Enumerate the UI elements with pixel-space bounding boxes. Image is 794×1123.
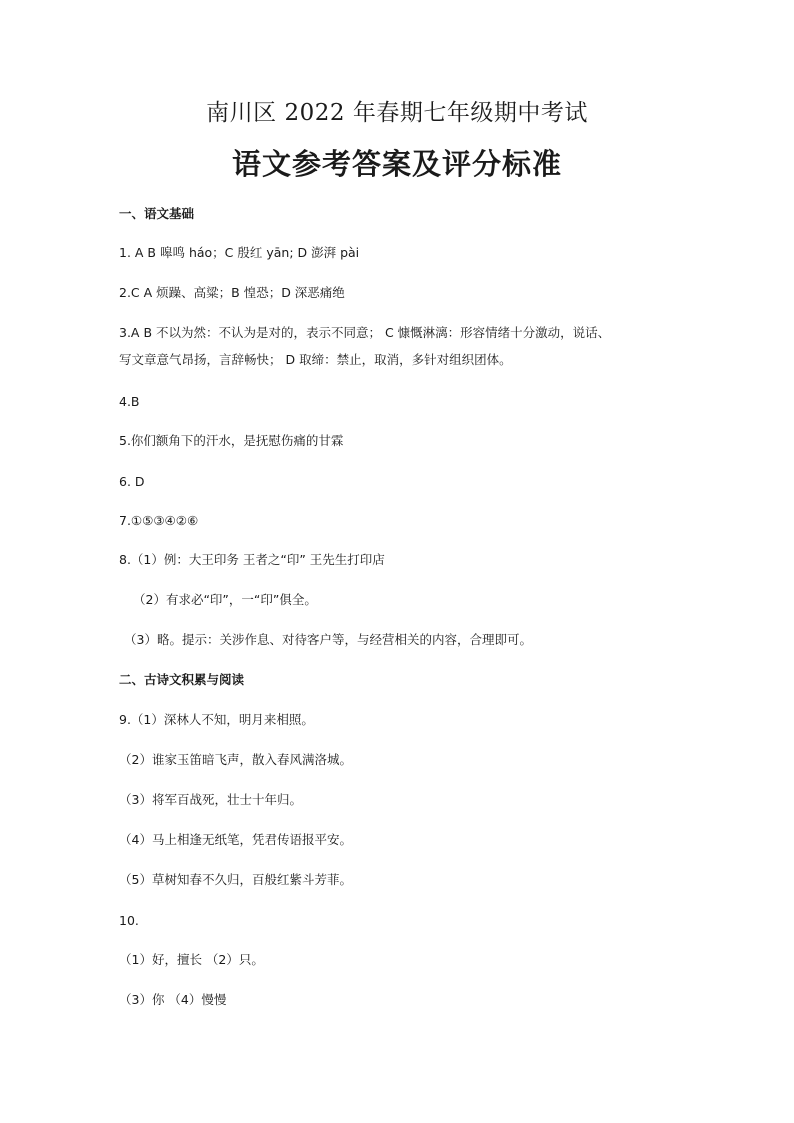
answer-q10-label: 10. [119, 913, 139, 928]
answer-q8-part2: （2）有求必“印”，一“印”俱全。 [133, 592, 317, 607]
answer-q5: 5.你们额角下的汗水，是抚慰伤痛的甘霖 [119, 433, 344, 448]
answer-q7: 7.①⑤③④②⑥ [119, 513, 199, 528]
answer-q6: 6. D [119, 474, 145, 489]
exam-title: 南川区 2022 年春期七年级期中考试 [206, 100, 588, 126]
answer-q4: 4.B [119, 394, 140, 409]
answer-q9-part5: （5）草树知春不久归，百般红紫斗芳菲。 [119, 872, 352, 887]
answer-q9-part3: （3）将军百战死，壮士十年归。 [119, 792, 302, 807]
answer-q9-part1: 9.（1）深林人不知，明月来相照。 [119, 712, 314, 727]
answer-q8-part3: （3）略。提示：关涉作息、对待客户等，与经营相关的内容，合理即可。 [124, 632, 532, 647]
answer-q10-part2: （3）你 （4）慢慢 [119, 992, 227, 1007]
answer-q10-part1: （1）好，擅长 （2）只。 [119, 952, 264, 967]
answer-q9-part4: （4）马上相逢无纸笔，凭君传语报平安。 [119, 832, 352, 847]
answer-q1: 1. A B 嗥鸣 háo；C 殷红 yān; D 澎湃 pài [119, 245, 360, 260]
document-subtitle: 语文参考答案及评分标准 [231, 147, 562, 181]
answer-q3-line2: 写文章意气昂扬，言辞畅快； D 取缔：禁止，取消，多针对组织团体。 [119, 352, 512, 367]
section-heading-classical-poetry: 二、古诗文积累与阅读 [119, 672, 245, 687]
answer-q8-part1: 8.（1）例：大王印务 王者之“印” 王先生打印店 [119, 552, 385, 567]
answer-q2: 2.C A 烦躁、高粱；B 惶恐；D 深恶痛绝 [119, 285, 345, 300]
section-heading-language-basics: 一、语文基础 [119, 206, 195, 221]
answer-q3-line1: 3.A B 不以为然：不认为是对的，表示不同意； C 慷慨淋漓：形容情绪十分激动，说话、 [119, 325, 611, 340]
answer-q9-part2: （2）谁家玉笛暗飞声，散入春风满洛城。 [119, 752, 352, 767]
